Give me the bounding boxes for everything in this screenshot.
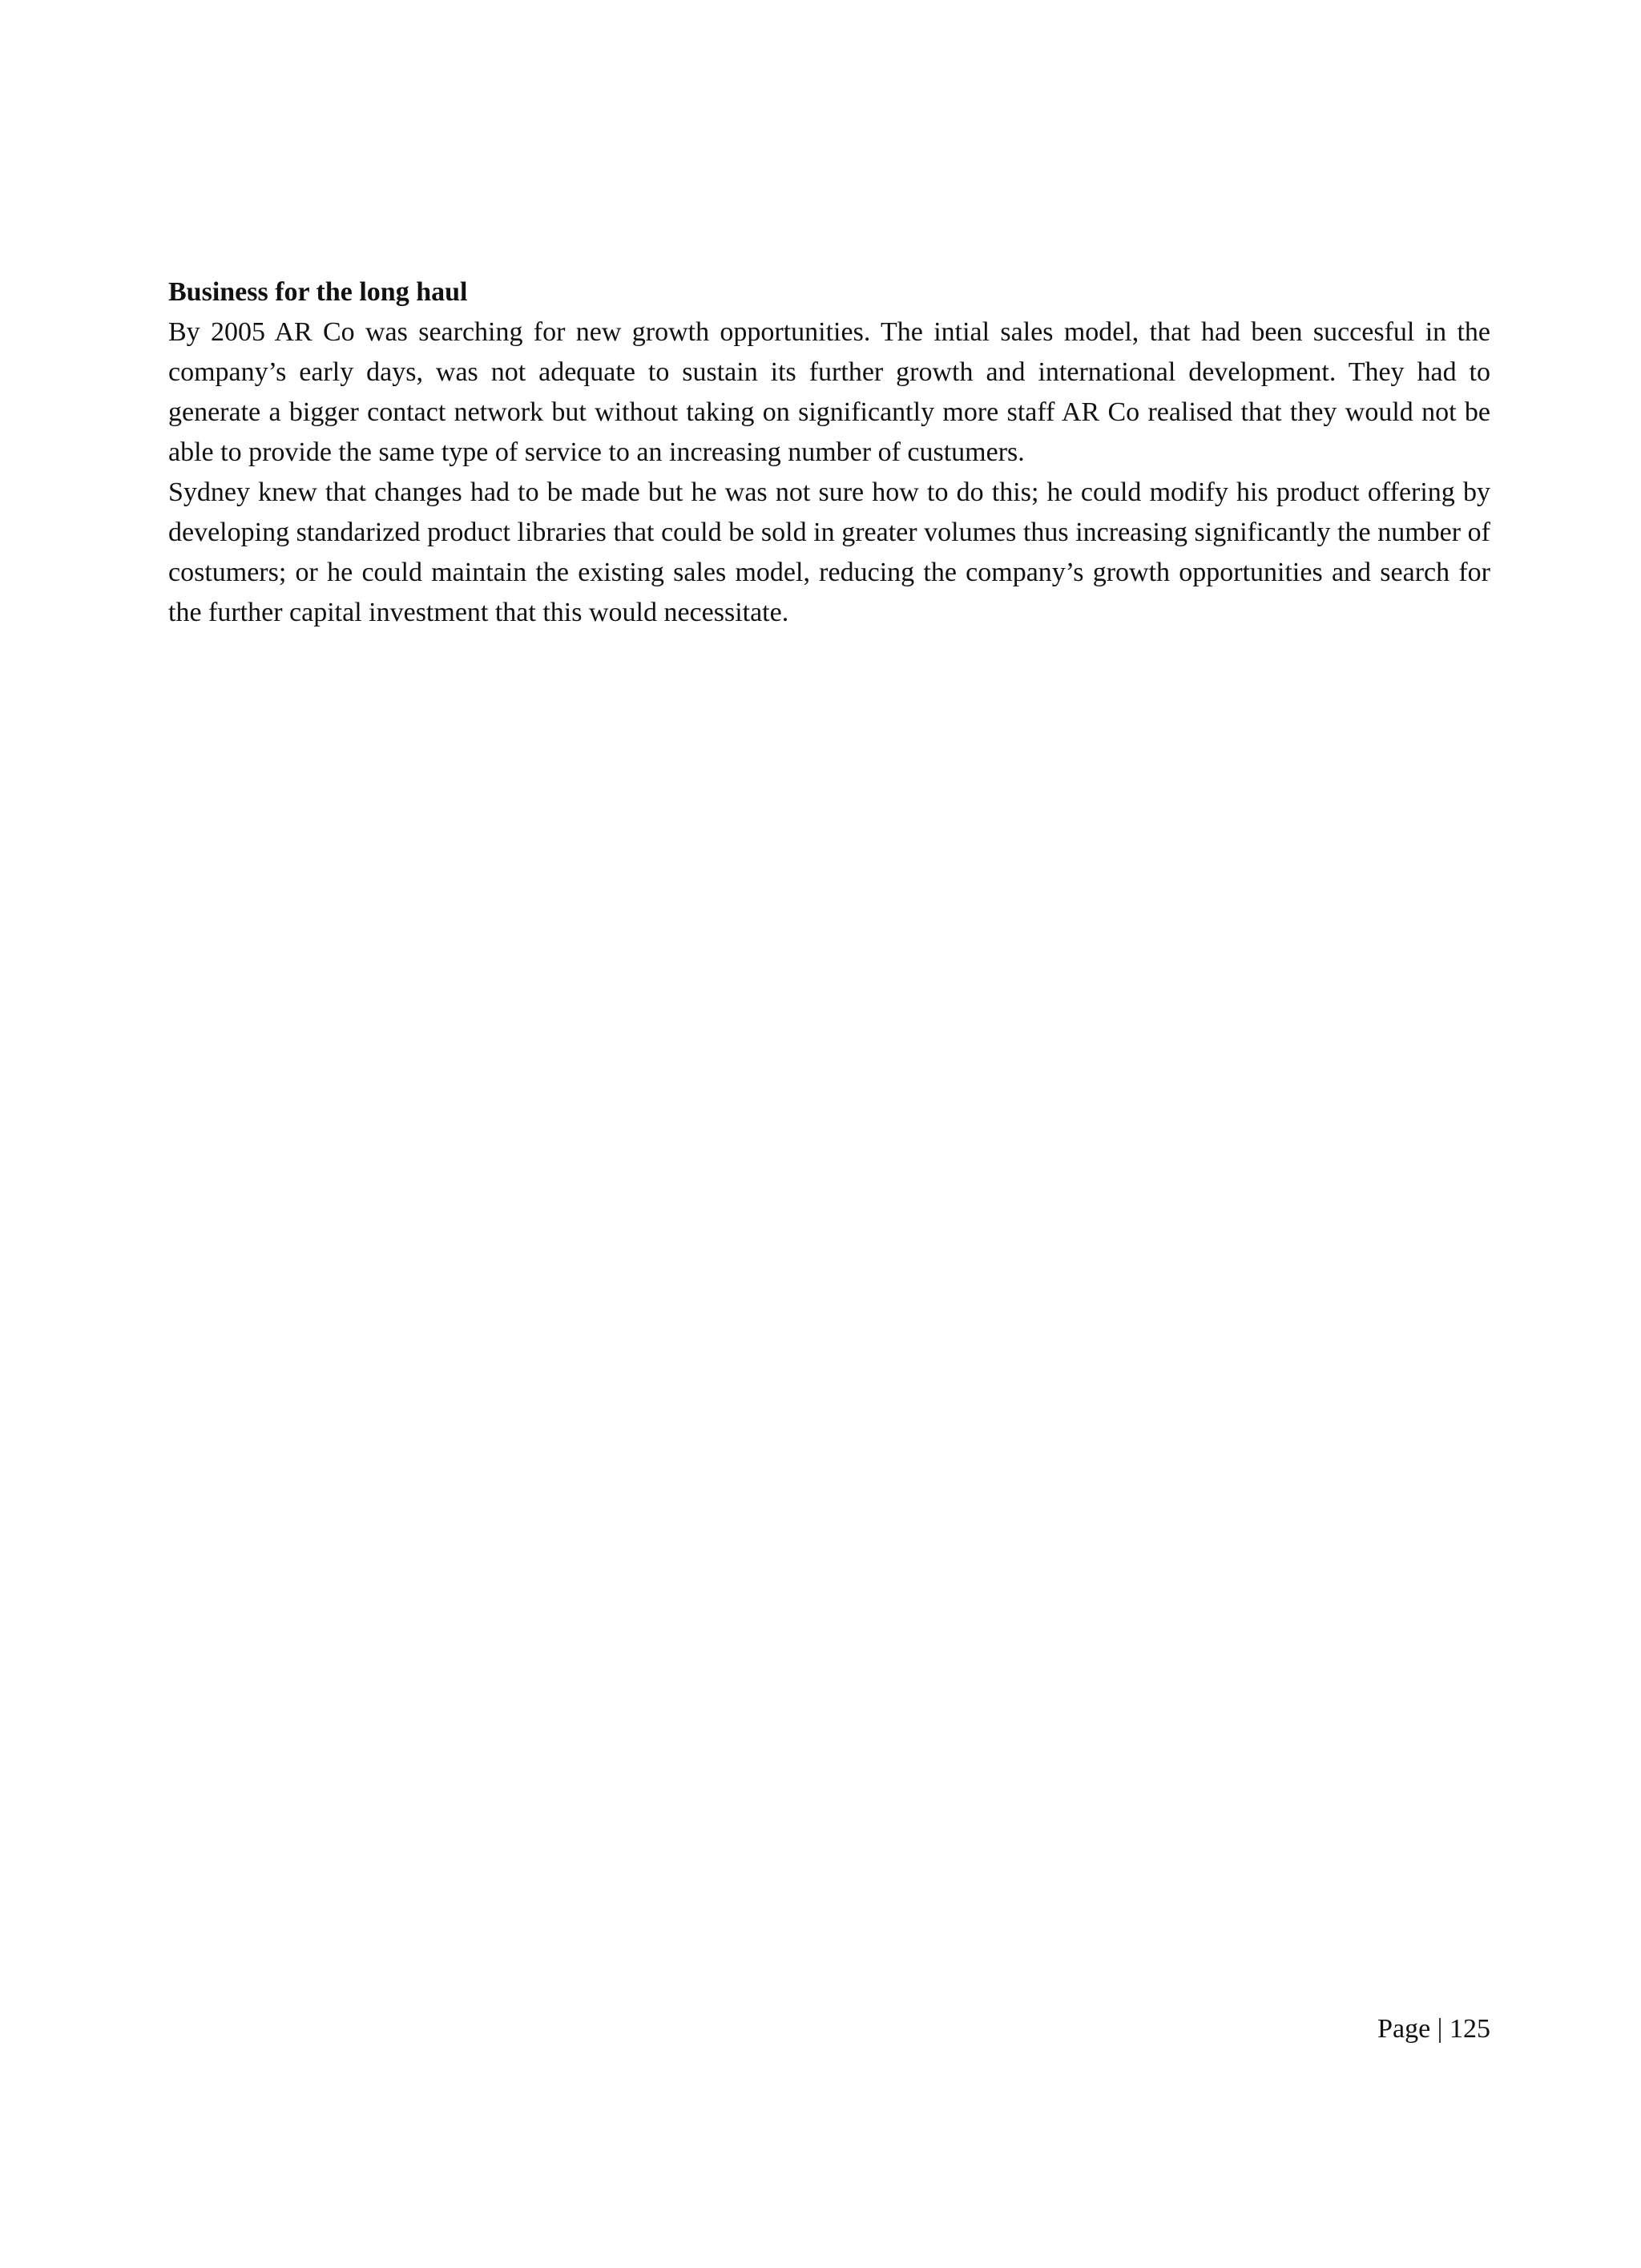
page-number: Page | 125 bbox=[1377, 2014, 1490, 2044]
document-body bbox=[168, 272, 1490, 633]
paragraph-growth-opportunities: By 2005 AR Co was searching for new growth opportunities. The intial sales model, that had been succesful in the company’s early days, was not adequate to sustain its further growth and international development. They had to generate a bigger contact network but without taking on significantly more staff AR Co realised that they would not be able to provide the same type of service to an increasing number of custumers. bbox=[168, 317, 1490, 467]
paragraph-sydney-decision: Sydney knew that changes had to be made but he was not sure how to do this; he could modify his product offering by developing standarized product libraries that could be sold in greater volumes thus increasing significantly the number of costumers; or he could maintain the existing sales model, reducing the company’s growth opportunities and search for the further capital investment that this would necessitate. bbox=[168, 477, 1490, 627]
section-heading: Business for the long haul bbox=[168, 277, 468, 307]
